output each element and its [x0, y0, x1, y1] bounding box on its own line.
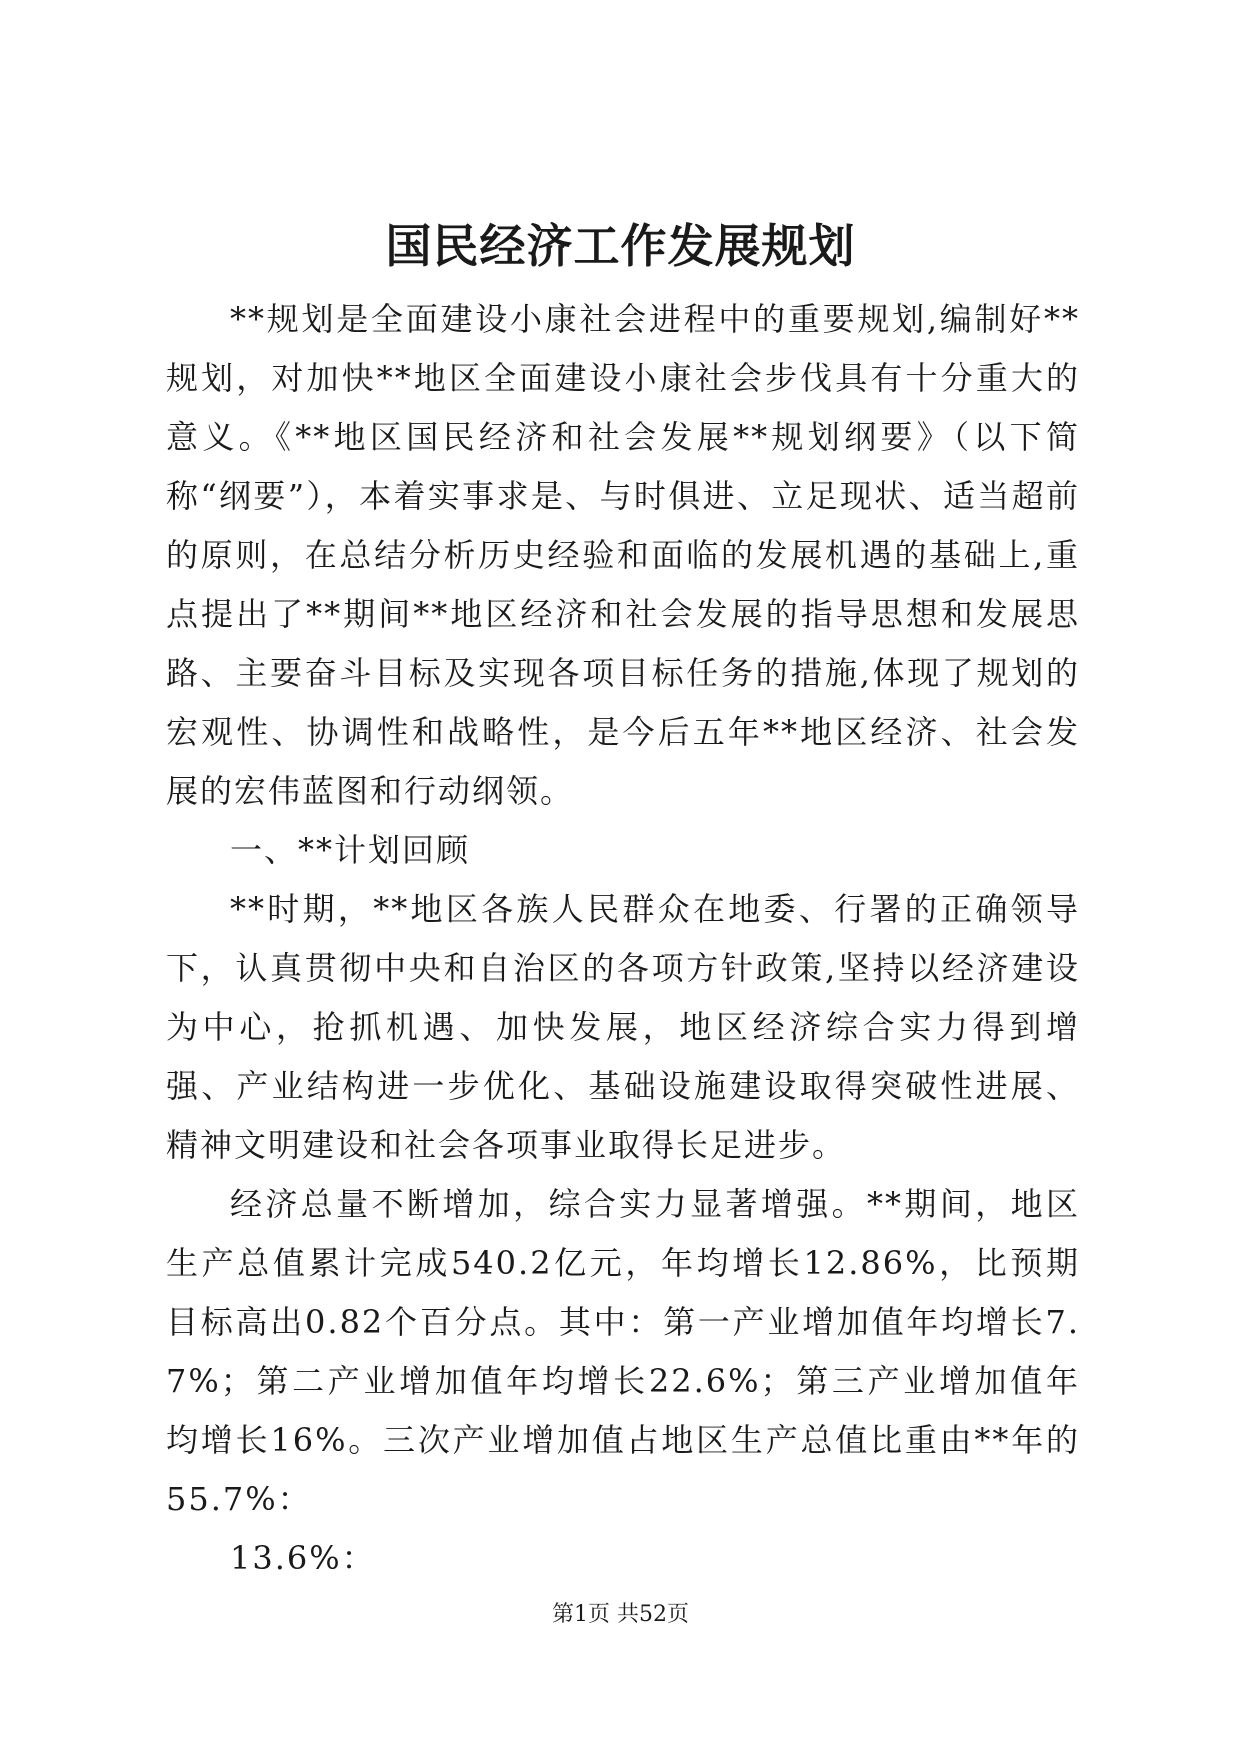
paragraph-fragment: 13.6%：	[230, 1539, 376, 1577]
page-footer: 第1页 共52页	[552, 1602, 689, 1627]
section-heading-review: 一、**计划回顾	[230, 831, 471, 869]
page-title: 国民经济工作发展规划	[385, 219, 856, 273]
paragraph-economy: 经济总量不断增加，综合实力显著增强。**期间，地区生产总值累计完成540.2亿元，年均增长12.86%，比预期目标高出0.82个百分点。其中：第一产业增加值年均增长7.7%；第二产业增加值年均增长22.6%；第三产业增加值年均增长16%。三次产业增加值占地区生产总值比重由**年的55.7%：	[166, 1185, 1080, 1518]
document-body	[166, 290, 1080, 1588]
paragraph-review: **时期，**地区各族人民群众在地委、行署的正确领导下，认真贯彻中央和自治区的各项方针政策,坚持以经济建设为中心，抢抓机遇、加快发展，地区经济综合实力得到增强、产业结构进一步优化、基础设施建设取得突破性进展、精神文明建设和社会各项事业取得长足进步。	[166, 890, 1080, 1164]
paragraph-intro: **规划是全面建设小康社会进程中的重要规划,编制好**规划，对加快**地区全面建设小康社会步伐具有十分重大的意义。《**地区国民经济和社会发展**规划纲要》（以下简称“纲要”），本着实事求是、与时俱进、立足现状、适当超前的原则，在总结分析历史经验和面临的发展机遇的基础上,重点提出了**期间**地区经济和社会发展的指导思想和发展思路、主要奋斗目标及实现各项目标任务的措施,体现了规划的宏观性、协调性和战略性，是今后五年**地区经济、社会发展的宏伟蓝图和行动纲领。	[166, 300, 1080, 810]
